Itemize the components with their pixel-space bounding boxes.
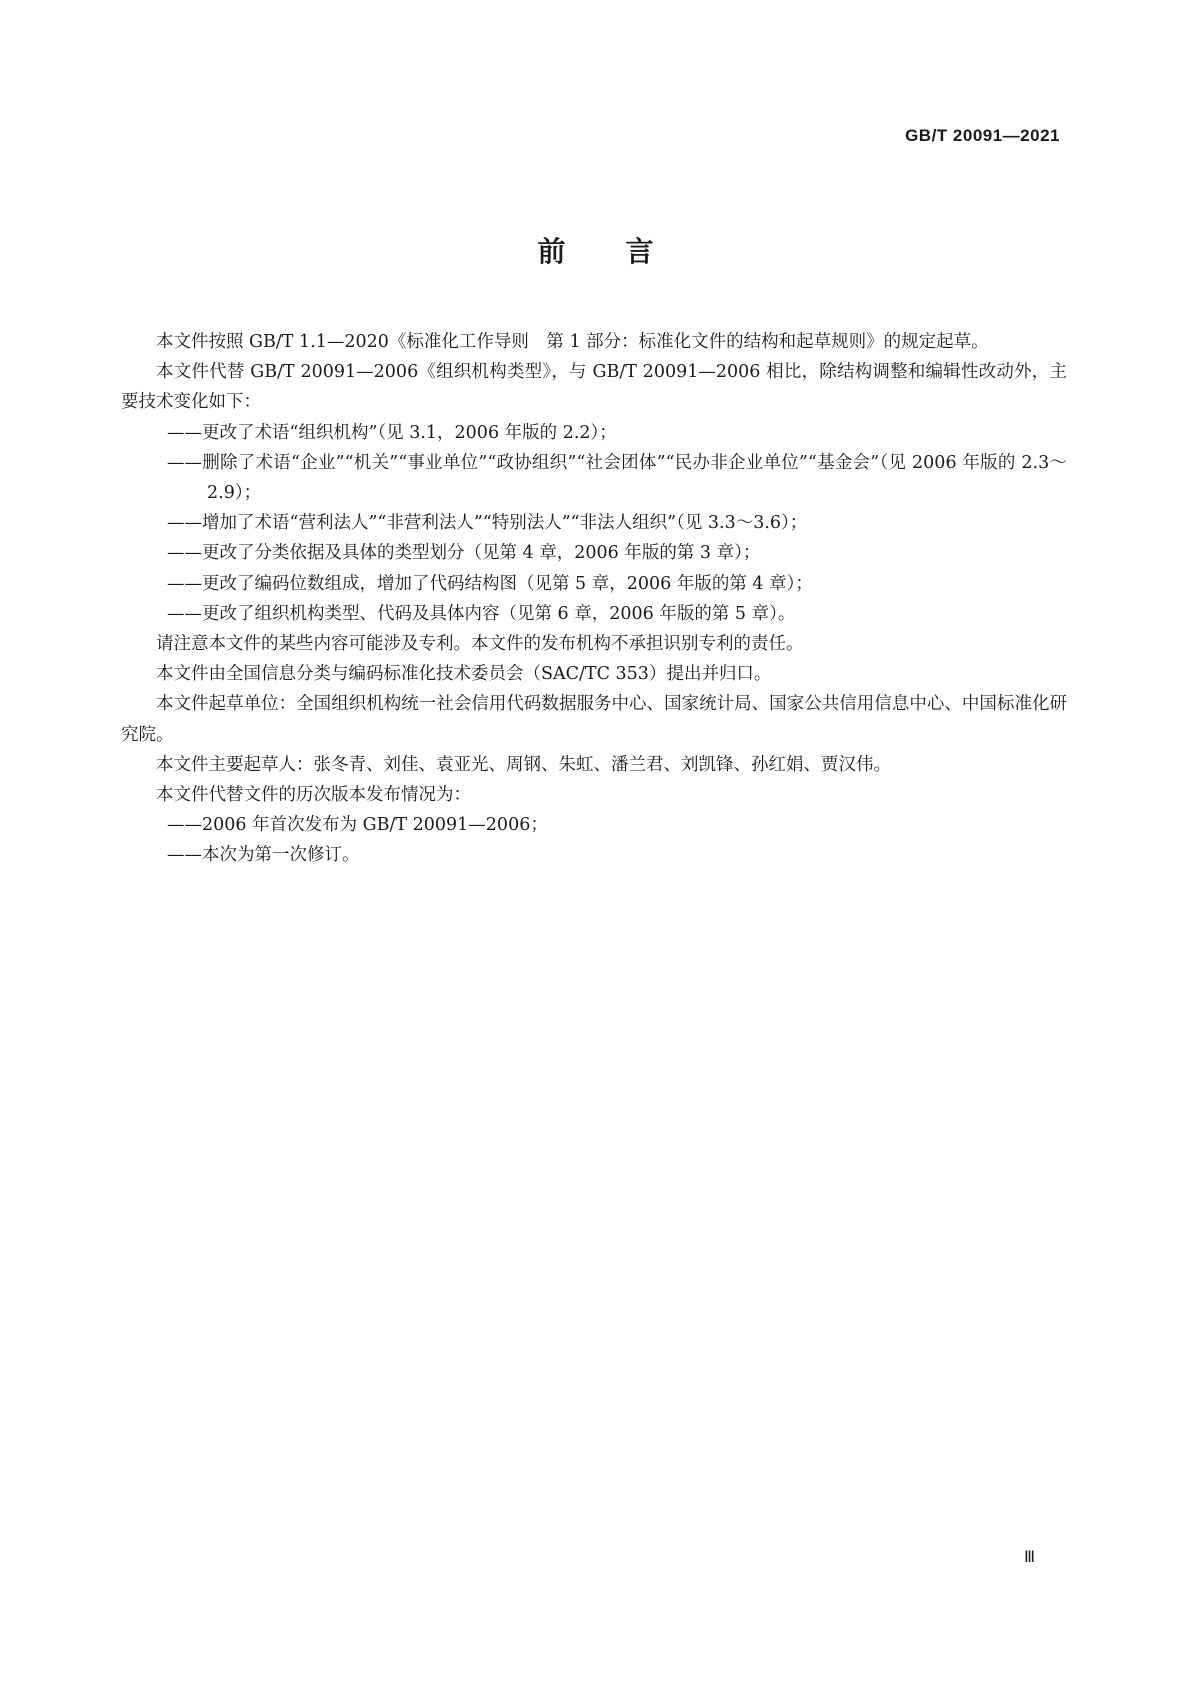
document-body — [121, 327, 1067, 871]
paragraph: 本文件主要起草人：张冬青、刘佳、袁亚光、周钢、朱虹、潘兰君、刘凯锋、孙红娟、贾汉伟。 — [156, 754, 891, 775]
list-item: ——本次为第一次修订。 — [167, 845, 360, 866]
list-item: ——更改了组织机构类型、代码及具体内容（见第 6 章，2006 年版的第 5 章）。 — [167, 603, 796, 624]
paragraph: 本文件代替文件的历次版本发布情况为： — [156, 785, 471, 806]
list-item: ——2006 年首次发布为 GB/T 20091—2006； — [167, 815, 548, 836]
paragraph: 本文件由全国信息分类与编码标准化技术委员会（SAC/TC 353）提出并归口。 — [156, 664, 772, 685]
paragraph: 本文件起草单位：全国组织机构统一社会信用代码数据服务中心、国家统计局、国家公共信用信息中心、中国标准化研究院。 — [121, 694, 1067, 745]
list-item: ——增加了术语“营利法人”“非营利法人”“特别法人”“非法人组织”（见 3.3～3.6）； — [167, 513, 808, 534]
page-title: 前言 — [537, 235, 714, 268]
list-item: ——删除了术语“企业”“机关”“事业单位”“政协组织”“社会团体”“民办非企业单位”“基金会”（见 2006 年版的 2.3～2.9）； — [167, 452, 1067, 504]
standard-number: GB/T 20091—2021 — [905, 126, 1060, 145]
list-item: ——更改了术语“组织机构”（见 3.1，2006 年版的 2.2）； — [167, 422, 617, 443]
paragraph: 请注意本文件的某些内容可能涉及专利。本文件的发布机构不承担识别专利的责任。 — [156, 634, 804, 655]
paragraph: 本文件按照 GB/T 1.1—2020《标准化工作导则 第 1 部分：标准化文件的结构和起草规则》的规定起草。 — [156, 332, 989, 352]
list-item: ——更改了分类依据及具体的类型划分（见第 4 章，2006 年版的第 3 章）； — [167, 543, 761, 564]
paragraph: 本文件代替 GB/T 20091—2006《组织机构类型》，与 GB/T 20091—2006 相比，除结构调整和编辑性改动外，主要技术变化如下： — [121, 362, 1067, 413]
page-number: Ⅲ — [1024, 1549, 1036, 1566]
list-item: ——更改了编码位数组成，增加了代码结构图（见第 5 章，2006 年版的第 4 章）； — [167, 573, 813, 594]
